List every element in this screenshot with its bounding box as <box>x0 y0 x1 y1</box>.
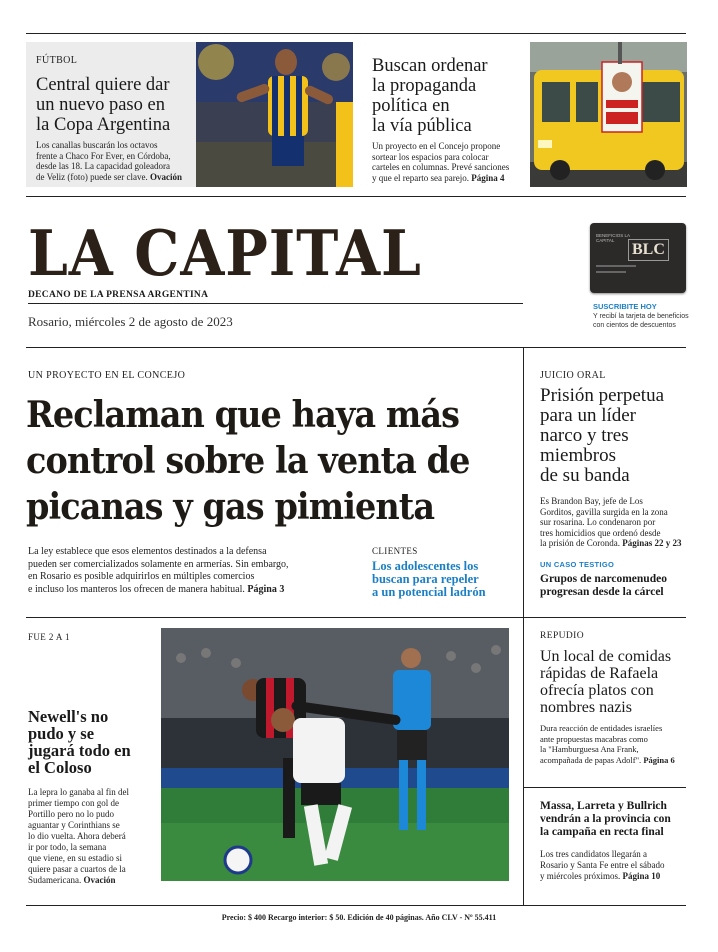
masthead-rule <box>28 303 523 304</box>
juicio-body-line: tres homicidios que ordenó desde <box>540 527 661 538</box>
propaganda-teaser[interactable] <box>372 56 522 183</box>
card-small-text: BENEFICIOS LA CAPITAL <box>596 233 630 243</box>
massa-body <box>540 849 692 882</box>
repudio-page-ref: Página 6 <box>643 754 675 765</box>
propaganda-body <box>372 141 524 183</box>
newells-body-line: ir por todo, la semana <box>28 842 107 852</box>
main-headline-line: control sobre la venta de <box>26 440 470 482</box>
newells-body-line: La lepra lo ganaba al fin del <box>28 787 129 797</box>
newells-headline[interactable] <box>28 708 158 776</box>
masthead-title: LA CAPITAL <box>28 218 422 288</box>
caso-kicker: UN CASO TESTIGO <box>540 560 615 569</box>
futbol-photo <box>196 42 353 187</box>
caso-headline[interactable] <box>540 573 667 599</box>
juicio-headline-line: de su banda <box>540 465 630 486</box>
massa-headline-line: vendrán a la provincia con <box>540 813 671 825</box>
main-body-line: e incluso los manteros los ofrecen de manera habitual. <box>28 583 245 595</box>
propaganda-headline-line: política en <box>372 96 450 116</box>
repudio-body-line: Dura reacción de entidades israelíes <box>540 723 663 733</box>
edition-date: Rosario, miércoles 2 de agosto de 2023 <box>28 314 233 329</box>
subscribe-line: con cientos de descuentos <box>593 321 676 329</box>
newells-page-ref: Ovación <box>83 875 116 885</box>
main-headline-line: picanas y gas pimienta <box>26 486 435 528</box>
juicio-body-line: sur rosarina. Lo condenaron por <box>540 517 656 527</box>
right1-bottom-rule <box>524 617 686 618</box>
newells-body-line: Sudamericana. <box>28 875 82 885</box>
futbol-body-line: de Veliz (foto) puede ser clave. <box>36 171 148 182</box>
futbol-headline-line: Central quiere dar <box>36 75 170 95</box>
sidebar-headline-line: Los adolescentes los <box>372 559 479 573</box>
propaganda-body-line: sortear los espacios para colocar <box>372 151 489 162</box>
futbol-body-line: Los canallas buscarán los octavos <box>36 140 158 150</box>
propaganda-headline-line: la vía pública <box>372 116 472 136</box>
newells-headline-line: pudo y se <box>28 724 95 743</box>
propaganda-headline-line: la propaganda <box>372 76 477 96</box>
sidebar-headline-line: a un potencial ladrón <box>372 585 486 599</box>
newells-headline-line: el Coloso <box>28 758 92 777</box>
bottom-rule <box>26 905 686 906</box>
massa-body-line: y miércoles próximos. <box>540 871 621 881</box>
massa-headline[interactable] <box>540 800 692 839</box>
juicio-headline-line: narco y tres <box>540 425 629 446</box>
sidebar-headline <box>372 560 517 599</box>
propaganda-headline[interactable] <box>372 56 522 136</box>
masthead-tagline: DECANO DE LA PRENSA ARGENTINA <box>28 290 209 300</box>
bus-photo <box>530 42 687 187</box>
newells-body-line: Portillo pero no lo pudo <box>28 809 114 819</box>
repudio-headline-line: rápidas de Rafaela <box>540 665 659 682</box>
futbol-body-line: frente a Chaco For Ever, en Córdoba, <box>36 150 171 161</box>
futbol-body <box>36 140 196 182</box>
massa-headline-line: Massa, Larreta y Bullrich <box>540 800 667 812</box>
juicio-body-line: la prisión de Coronda. <box>540 538 620 548</box>
juicio-body-line: Gorditos, gavilla surgida en la zona <box>540 506 668 517</box>
subscribe-text <box>593 313 689 330</box>
top-rule <box>26 33 686 34</box>
card-stripe <box>596 265 636 267</box>
card-logo: BLC <box>628 239 669 261</box>
newells-body-line: primer tiempo con gol de <box>28 798 119 808</box>
massa-page-ref: Página 10 <box>622 871 661 881</box>
subscribe-line: Y recibí la tarjeta de beneficios <box>593 313 689 320</box>
juicio-body <box>540 496 690 549</box>
futbol-headline-line: la Copa Argentina <box>36 115 171 135</box>
sidebar-kicker: CLIENTES <box>372 546 418 556</box>
column-divider <box>523 347 524 905</box>
massa-body-line: Rosario y Santa Fe entre el sábado <box>540 860 665 870</box>
caso-headline-line: Grupos de narcomenudeo <box>540 573 667 585</box>
main-headline-line: Reclaman que haya más <box>26 394 460 436</box>
match-photo <box>161 628 509 881</box>
masthead-bottom-rule <box>26 347 686 348</box>
main-sidebar[interactable] <box>372 546 517 599</box>
repudio-body-line: la "Hamburguesa Ana Frank, <box>540 744 639 754</box>
newells-body <box>28 787 160 886</box>
propaganda-body-line: y que el reparto sea parejo. <box>372 172 469 183</box>
newells-body-line: aguantar y Corinthians se <box>28 820 120 830</box>
newells-body-line: lo dio vuelta. Ahora deberá <box>28 831 126 841</box>
propaganda-page-ref: Página 4 <box>471 172 505 183</box>
caso-headline-line: progresan desde la cárcel <box>540 586 664 598</box>
main-headline[interactable] <box>26 392 516 530</box>
newells-headline-line: jugará todo en <box>28 741 131 760</box>
benefits-card[interactable] <box>590 223 686 293</box>
futbol-headline[interactable] <box>36 75 170 135</box>
main-page-ref: Página 3 <box>247 583 285 595</box>
footer-price: Precio: $ 400 Recargo interior: $ 50. Edición de 40 páginas. Año CLV - Nº 55.411 <box>221 913 497 922</box>
repudio-body <box>540 723 692 765</box>
main-body <box>28 546 358 596</box>
propaganda-body-line: carteles en columnas. Prevé sanciones <box>372 162 510 172</box>
futbol-page-ref: Ovación <box>150 171 183 182</box>
juicio-headline-line: para un líder <box>540 405 637 426</box>
sidebar-headline-line: buscan para repeler <box>372 572 479 586</box>
propaganda-body-line: Un proyecto en el Concejo propone <box>372 141 501 151</box>
futbol-body-line: desde las 18. La capacidad goleadora <box>36 161 170 171</box>
repudio-headline[interactable] <box>540 648 690 716</box>
juicio-body-line: Es Brandon Bay, jefe de Los <box>540 496 643 506</box>
card-stripe <box>596 271 626 273</box>
juicio-headline-line: Prisión perpetua <box>540 385 665 406</box>
juicio-page-ref: Páginas 22 y 23 <box>622 538 682 548</box>
repudio-body-line: ante propuestas macabras como <box>540 733 648 744</box>
newells-body-line: quiere pasar a cuartos de la <box>28 864 126 874</box>
main-body-line: pueden ser comercializados solamente en armerías. Sin embargo, <box>28 558 289 570</box>
right2-bottom-rule <box>524 787 686 788</box>
repudio-body-line: acompañada de papas Adolf". <box>540 754 642 765</box>
futbol-teaser[interactable] <box>26 42 196 187</box>
juicio-headline-line: miembros <box>540 445 616 466</box>
subscribe-link[interactable]: SUSCRIBITE HOY <box>593 302 657 311</box>
juicio-kicker: JUICIO ORAL <box>540 370 606 381</box>
main-bottom-rule <box>26 617 523 618</box>
main-body-line: La ley establece que esos elementos destinados a la defensa <box>28 546 267 557</box>
repudio-headline-line: nombres nazis <box>540 699 632 716</box>
main-kicker: UN PROYECTO EN EL CONCEJO <box>28 370 186 381</box>
futbol-kicker: FÚTBOL <box>36 55 78 66</box>
massa-body-line: Los tres candidatos llegarán a <box>540 849 647 859</box>
newells-kicker: FUE 2 A 1 <box>28 632 70 642</box>
newells-headline-line: Newell's no <box>28 707 109 726</box>
newells-body-line: que viene, en su estadio si <box>28 853 122 863</box>
propaganda-headline-line: Buscan ordenar <box>372 56 488 76</box>
massa-headline-line: la campaña en recta final <box>540 826 664 838</box>
repudio-kicker: REPUDIO <box>540 631 584 641</box>
futbol-headline-line: un nuevo paso en <box>36 95 165 115</box>
main-body-line: en Rosario es posible adquirirlos en múltiples comercios <box>28 571 255 582</box>
top-strip-bottom-rule <box>26 196 686 197</box>
repudio-headline-line: ofrecía platos con <box>540 682 654 699</box>
masthead-logo[interactable] <box>28 218 508 288</box>
repudio-headline-line: Un local de comidas <box>540 648 672 665</box>
juicio-headline[interactable] <box>540 386 690 486</box>
